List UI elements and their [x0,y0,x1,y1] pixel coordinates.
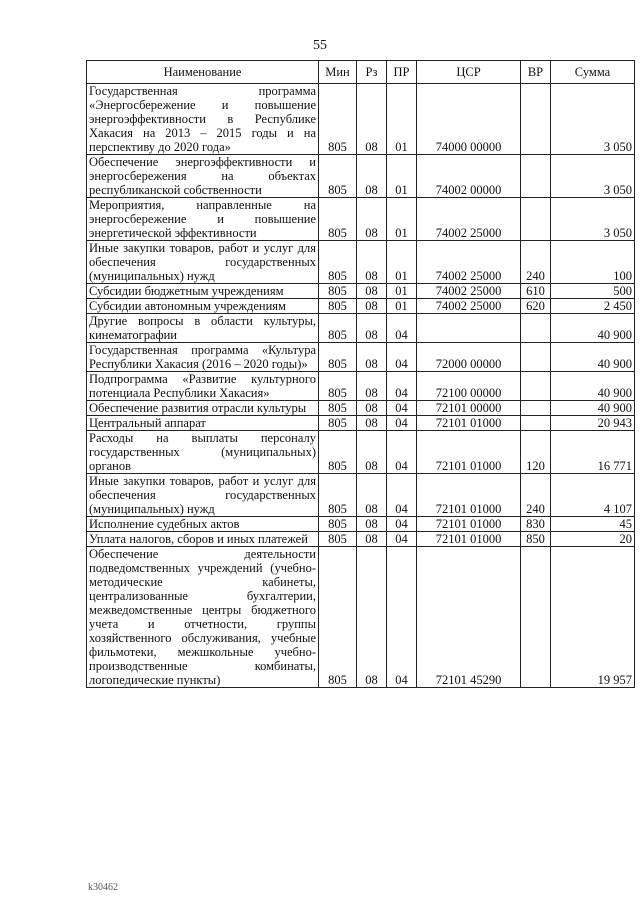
row-name: Мероприятия, направленные на энергосбережение и повышение энергетической эффективности [87,198,319,241]
row-pr: 04 [387,314,417,343]
row-min: 805 [319,155,357,198]
row-rz: 08 [357,517,387,532]
row-name: Уплата налогов, сборов и иных платежей [87,532,319,547]
header-csr: ЦСР [417,61,521,84]
row-sum: 40 900 [551,343,635,372]
row-name: Обеспечение деятельности подведомственных учреждений (учебно-методические кабинеты, централизованные бухгалтерии, межведомственные центры бюджетного учета и отчетности, группы хозяйственного обслуживания, учебные фильмотеки, межшкольные учебно-производственные комбинаты, логопедические пункты) [87,547,319,688]
table-row [87,474,635,517]
table-row [87,343,635,372]
row-name: Другие вопросы в области культуры, кинематографии [87,314,319,343]
row-rz: 08 [357,343,387,372]
header-name: Наименование [87,61,319,84]
table-row [87,299,635,314]
row-name: Обеспечение развития отрасли культуры [87,401,319,416]
row-rz: 08 [357,198,387,241]
footer-code: k30462 [88,882,118,893]
row-sum: 3 050 [551,84,635,155]
row-csr: 72101 01000 [417,517,521,532]
row-vr: 120 [521,431,551,474]
row-csr: 72000 00000 [417,343,521,372]
row-rz: 08 [357,299,387,314]
row-csr: 74002 25000 [417,299,521,314]
row-min: 805 [319,547,357,688]
row-sum: 16 771 [551,431,635,474]
row-sum: 3 050 [551,198,635,241]
table-row [87,416,635,431]
row-csr: 74000 00000 [417,84,521,155]
row-vr [521,401,551,416]
row-pr: 01 [387,155,417,198]
row-pr: 04 [387,474,417,517]
row-sum: 40 900 [551,372,635,401]
row-vr: 240 [521,474,551,517]
header-sum: Сумма [551,61,635,84]
row-min: 805 [319,343,357,372]
row-csr: 72101 01000 [417,431,521,474]
row-min: 805 [319,517,357,532]
row-vr [521,198,551,241]
row-csr: 72100 00000 [417,372,521,401]
table-row [87,517,635,532]
row-min: 805 [319,198,357,241]
row-vr [521,547,551,688]
row-sum: 100 [551,241,635,284]
row-name: Субсидии автономным учреждениям [87,299,319,314]
row-name: Подпрограмма «Развитие культурного потенциала Республики Хакасия» [87,372,319,401]
row-min: 805 [319,299,357,314]
row-pr: 04 [387,532,417,547]
row-pr: 04 [387,401,417,416]
table-row [87,155,635,198]
row-sum: 3 050 [551,155,635,198]
row-name: Субсидии бюджетным учреждениям [87,284,319,299]
table-row [87,314,635,343]
row-rz: 08 [357,532,387,547]
table-row [87,84,635,155]
row-min: 805 [319,314,357,343]
row-pr: 01 [387,241,417,284]
header-pr: ПР [387,61,417,84]
row-sum: 20 [551,532,635,547]
row-vr: 850 [521,532,551,547]
table-row [87,372,635,401]
table-row [87,284,635,299]
row-sum: 2 450 [551,299,635,314]
row-rz: 08 [357,284,387,299]
row-min: 805 [319,241,357,284]
row-vr: 620 [521,299,551,314]
row-sum: 19 957 [551,547,635,688]
row-rz: 08 [357,547,387,688]
row-vr [521,155,551,198]
row-min: 805 [319,416,357,431]
row-vr: 830 [521,517,551,532]
row-min: 805 [319,401,357,416]
header-vr: ВР [521,61,551,84]
table-row [87,431,635,474]
row-min: 805 [319,474,357,517]
row-rz: 08 [357,84,387,155]
row-rz: 08 [357,155,387,198]
row-vr: 610 [521,284,551,299]
table-header-row [87,61,635,84]
table-row [87,547,635,688]
row-csr: 72101 01000 [417,416,521,431]
row-vr: 240 [521,241,551,284]
row-rz: 08 [357,416,387,431]
row-sum: 500 [551,284,635,299]
row-sum: 40 900 [551,314,635,343]
table-row [87,241,635,284]
row-min: 805 [319,84,357,155]
row-name: Исполнение судебных актов [87,517,319,532]
row-rz: 08 [357,241,387,284]
row-csr: 74002 25000 [417,198,521,241]
row-name: Расходы на выплаты персоналу государственных (муниципальных) органов [87,431,319,474]
row-min: 805 [319,532,357,547]
row-csr: 72101 45290 [417,547,521,688]
header-min: Мин [319,61,357,84]
row-name: Иные закупки товаров, работ и услуг для обеспечения государственных (муниципальных) нужд [87,474,319,517]
row-rz: 08 [357,474,387,517]
row-pr: 01 [387,284,417,299]
row-pr: 04 [387,517,417,532]
row-csr: 74002 25000 [417,241,521,284]
table-row [87,401,635,416]
row-vr [521,343,551,372]
row-sum: 45 [551,517,635,532]
row-vr [521,372,551,401]
header-rz: Рз [357,61,387,84]
page-number: 55 [313,38,327,53]
row-rz: 08 [357,401,387,416]
row-rz: 08 [357,314,387,343]
row-csr: 72101 00000 [417,401,521,416]
row-sum: 4 107 [551,474,635,517]
row-sum: 40 900 [551,401,635,416]
row-csr: 72101 01000 [417,474,521,517]
row-csr [417,314,521,343]
row-rz: 08 [357,431,387,474]
row-name: Государственная программа «Культура Республики Хакасия (2016 – 2020 годы)» [87,343,319,372]
row-name: Иные закупки товаров, работ и услуг для обеспечения государственных (муниципальных) нужд [87,241,319,284]
row-pr: 01 [387,299,417,314]
row-sum: 20 943 [551,416,635,431]
row-vr [521,314,551,343]
row-min: 805 [319,372,357,401]
row-pr: 04 [387,431,417,474]
table-row [87,532,635,547]
row-vr [521,84,551,155]
row-name: Центральный аппарат [87,416,319,431]
row-rz: 08 [357,372,387,401]
row-min: 805 [319,284,357,299]
row-min: 805 [319,431,357,474]
row-csr: 74002 25000 [417,284,521,299]
row-csr: 74002 00000 [417,155,521,198]
row-pr: 04 [387,372,417,401]
row-pr: 04 [387,547,417,688]
row-pr: 01 [387,198,417,241]
row-name: Обеспечение энергоэффективности и энергосбережения на объектах республиканской собственности [87,155,319,198]
row-csr: 72101 01000 [417,532,521,547]
row-name: Государственная программа «Энергосбережение и повышение энергоэффективности в Республике Хакасия на 2013 – 2015 годы и на перспективу до 2020 года» [87,84,319,155]
row-pr: 01 [387,84,417,155]
row-pr: 04 [387,416,417,431]
table-row [87,198,635,241]
row-vr [521,416,551,431]
row-pr: 04 [387,343,417,372]
budget-table [86,60,635,688]
